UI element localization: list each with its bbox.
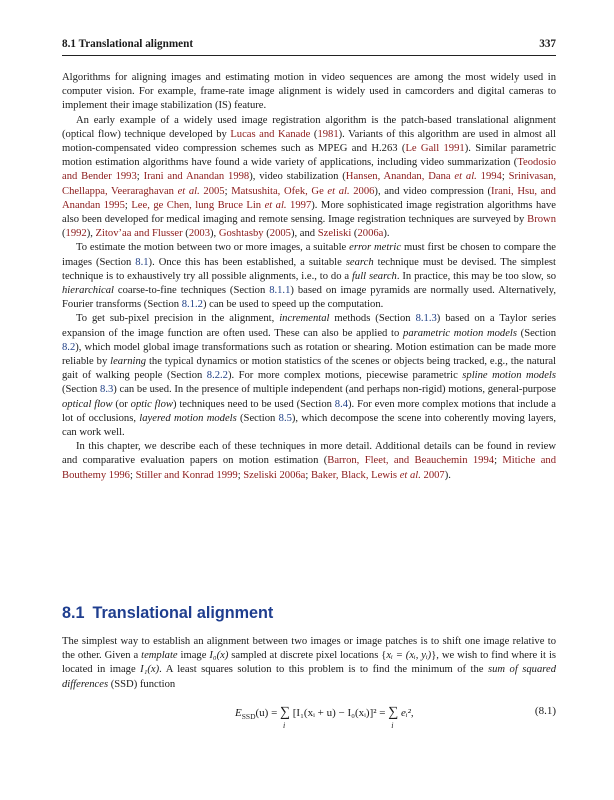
text-run: ( xyxy=(182,228,189,240)
text-run: ; xyxy=(136,171,144,183)
text-run: An early example of a widely used image registration algorithm is the patch-based translational alignment (optical flow) technique developed by xyxy=(62,114,556,140)
citation-link[interactable]: Irani, Hsu, and Anandan 1995 xyxy=(62,185,556,211)
citation-link[interactable]: 2003 xyxy=(188,228,211,240)
text-run: ; xyxy=(237,469,244,481)
text-run: sampled at discrete pixel locations { xyxy=(228,650,387,662)
text-run: }, we wish to find where it is located in image xyxy=(62,650,557,676)
text-run: ). Once this has been established, a suitable xyxy=(148,256,346,268)
text-run: ; xyxy=(124,199,132,211)
text-run: ; xyxy=(501,171,509,183)
citation-link[interactable]: et al. xyxy=(327,185,350,197)
emphasis-text: layered motion models xyxy=(139,412,237,424)
citation-link[interactable]: Teodosio and Bender 1993 xyxy=(62,157,556,183)
citation-link[interactable]: 1992 xyxy=(65,228,87,240)
citation-link[interactable]: Stiller and Konrad 1999 xyxy=(135,469,238,481)
text-run: (Section xyxy=(236,412,279,424)
sum-index-1: i xyxy=(283,721,286,730)
body-paragraph xyxy=(62,241,556,312)
text-run: technique must be devised. The simplest technique is to exhaustively try all possible alignments, i.e., to do a xyxy=(62,256,557,282)
text-run: The simplest way to establish an alignment between two images or image patches is to shift one image relative to the other. Given a xyxy=(62,636,556,662)
eq-middle: [I₁(xᵢ + u) − I₀(xᵢ)]² = xyxy=(292,707,386,719)
text-run: ). More sophisticated image registration algorithms have also been developed for medical imaging and remote sensing. Image registration techniques are surveyed by xyxy=(62,199,556,226)
emphasis-text: parametric motion models xyxy=(403,327,517,339)
text-run: ), and video compression ( xyxy=(374,185,492,197)
text-run: In this chapter, we describe each of these techniques in more detail. Additional details can be found in review and comparative evaluation papers on motion estimation ( xyxy=(62,441,556,467)
citation-link[interactable]: Lee, ge Chen, lung Bruce Lin xyxy=(131,199,265,211)
text-run: ), which decompose the scene into coherently moving layers, can work well. xyxy=(62,412,557,439)
text-run: ), which model global image transformations such as rotation or shearing. Motion estimation can be made more reliable by xyxy=(62,341,556,368)
emphasis-text: xᵢ = (xᵢ, yᵢ) xyxy=(386,650,432,662)
text-run: image xyxy=(177,650,210,662)
text-run: ). For even more complex motions that include a lot of occlusions, xyxy=(62,398,556,424)
text-run: ; xyxy=(224,185,232,197)
section-ref-link[interactable]: 8.1.2 xyxy=(181,299,203,311)
citation-link[interactable]: 2006 xyxy=(349,185,375,197)
running-header-section: 8.1 Translational alignment xyxy=(62,38,194,50)
intro-body xyxy=(62,71,556,483)
text-run: ) based on a Taylor series expansion of the image function are often used. These can also be applied to xyxy=(62,313,556,339)
equation-8-1 xyxy=(62,705,556,735)
text-run: ). Similar parametric motion estimation algorithms have found a wide variety of applications, including video summarization ( xyxy=(62,143,556,169)
text-run: ). For more complex motions, piecewise parametric xyxy=(227,370,463,382)
citation-link[interactable]: Lucas and Kanade xyxy=(230,128,311,140)
section-ref-link[interactable]: 8.3 xyxy=(100,384,114,396)
text-run: ( xyxy=(351,228,358,240)
sum-index-2: i xyxy=(391,721,394,730)
emphasis-text: I₀(x) xyxy=(209,650,229,662)
header-rule xyxy=(62,55,556,56)
text-run: methods (Section xyxy=(329,313,416,325)
emphasis-text: I₁(x) xyxy=(140,664,160,676)
emphasis-text: error metric xyxy=(349,242,402,254)
section-ref-link[interactable]: 8.4 xyxy=(334,398,349,410)
text-run: ). xyxy=(444,469,451,481)
text-run: ), xyxy=(210,228,219,240)
eq-lhs: E xyxy=(235,707,242,719)
text-run: To estimate the motion between two or more images, a suitable xyxy=(76,242,350,254)
citation-link[interactable]: Szeliski 2006a xyxy=(243,469,306,481)
text-run: . A least squares solution to this problem is to find the minimum of the xyxy=(159,664,488,676)
citation-link[interactable]: Goshtasby xyxy=(218,228,264,240)
citation-link[interactable]: Barron, Fleet, and Beauchemin 1994 xyxy=(327,455,495,467)
emphasis-text: template xyxy=(141,650,178,662)
body-paragraph xyxy=(62,114,556,242)
text-run: ) techniques need to be used (Section xyxy=(172,398,335,410)
text-run: (or xyxy=(112,398,131,410)
text-run: (Section xyxy=(62,384,101,396)
citation-link[interactable]: Srinivasan, Chellappa, Veeraraghavan xyxy=(62,171,557,197)
text-run: ) can be used to speed up the computation. xyxy=(202,299,384,311)
citation-link[interactable]: 2006a xyxy=(357,228,384,240)
running-header xyxy=(62,38,556,54)
citation-link[interactable]: Hansen, Anandan, Dana xyxy=(345,171,455,183)
eq-rhs: eᵢ², xyxy=(400,707,414,719)
emphasis-text: optical flow xyxy=(62,398,113,410)
emphasis-text: incremental xyxy=(279,313,330,325)
citation-link[interactable]: Le Gall 1991 xyxy=(405,143,465,155)
citation-link[interactable]: et al. xyxy=(177,185,200,197)
section-ref-link[interactable]: 8.1.3 xyxy=(415,313,437,325)
citation-link[interactable]: Baker, Black, Lewis xyxy=(310,469,400,481)
text-run: ) based on image pyramids are normally used. Alternatively, Fourier transforms (Section xyxy=(62,285,556,311)
emphasis-text: sum of squared differences xyxy=(62,664,557,690)
citation-link[interactable]: Mitiche and Bouthemy 1996 xyxy=(62,455,556,481)
equation-number: (8.1) xyxy=(534,705,556,717)
citation-link[interactable]: 1997 xyxy=(286,199,312,211)
section-title-text: Translational alignment xyxy=(92,604,274,622)
section-ref-link[interactable]: 8.1.1 xyxy=(269,285,291,297)
emphasis-text: hierarchical xyxy=(62,285,114,297)
emphasis-text: search xyxy=(345,256,374,268)
equation-body xyxy=(235,705,414,730)
citation-link[interactable]: Irani and Anandan 1998 xyxy=(143,171,250,183)
section-number: 8.1 xyxy=(62,604,85,622)
page-number: 337 xyxy=(539,38,556,50)
citation-link[interactable]: Szeliski xyxy=(317,228,352,240)
citation-link[interactable]: 1981 xyxy=(317,128,339,140)
text-run: ( xyxy=(310,128,318,140)
emphasis-text: optic flow xyxy=(130,398,173,410)
text-run: ), video stabilization ( xyxy=(249,171,346,183)
citation-link[interactable]: 1994 xyxy=(476,171,502,183)
text-run: must first be chosen to compare the images (Section xyxy=(62,242,556,268)
sum-symbol-2: ∑ i xyxy=(388,705,399,730)
emphasis-text: full search xyxy=(351,270,397,282)
text-run: ; xyxy=(494,455,503,467)
section-ref-link[interactable]: 8.5 xyxy=(278,412,292,424)
text-run: ). xyxy=(383,228,390,240)
text-run: ; xyxy=(305,469,311,481)
eq-lhs-arg: (u) = xyxy=(255,707,278,719)
emphasis-text: spline motion models xyxy=(462,370,556,382)
text-run: coarse-to-fine techniques (Section xyxy=(113,285,270,297)
body-paragraph xyxy=(62,312,556,440)
section-paragraph xyxy=(62,635,556,692)
citation-link[interactable]: et al. xyxy=(264,199,287,211)
citation-link[interactable]: et al. xyxy=(454,171,477,183)
text-run: ; xyxy=(129,469,136,481)
citation-link[interactable]: 2007 xyxy=(420,469,445,481)
section-body xyxy=(62,635,556,692)
citation-link[interactable]: 2005 xyxy=(269,228,291,240)
body-paragraph xyxy=(62,440,556,483)
text-run: ), xyxy=(86,228,96,240)
section-ref-link[interactable]: 8.2 xyxy=(62,341,76,353)
text-run: (Section xyxy=(516,327,556,339)
text-run: Algorithms for aligning images and estimating motion in video sequences are among the most widely used in computer vision. For example, frame-rate image alignment is widely used in camcorders and digital cameras to implement their image stabilization (IS) feature. xyxy=(62,72,556,112)
section-ref-link[interactable]: 8.1 xyxy=(135,256,149,268)
text-run: . In practice, this may be too slow, so xyxy=(396,270,556,282)
text-run: ( xyxy=(263,228,270,240)
text-run: To get sub-pixel precision in the alignment, xyxy=(76,313,280,325)
sum-symbol-1: ∑ i xyxy=(280,705,291,730)
text-run: ( xyxy=(62,228,66,240)
text-run: ) can be used. In the presence of multiple independent (and perhaps non-rigid) motions, general-purpose xyxy=(113,384,556,396)
citation-link[interactable]: Brown xyxy=(527,214,556,226)
citation-link[interactable]: Zitov’aa and Flusser xyxy=(95,228,183,240)
citation-link[interactable]: et al. xyxy=(399,469,421,481)
text-run: ). Variants of this algorithm are used in almost all motion-compensated video compression schemes such as MPEG and H.263 ( xyxy=(62,128,556,155)
text-run: the typical dynamics or motion statistics of the scenes or objects being tracked, e.g., the natural gait of walking people (Section xyxy=(62,356,556,382)
section-ref-link[interactable]: 8.2.2 xyxy=(206,370,228,382)
text-run: (SSD) function xyxy=(108,678,176,690)
text-run: ), and xyxy=(290,228,318,240)
emphasis-text: learning xyxy=(110,356,147,368)
citation-link[interactable]: 2005 xyxy=(199,185,225,197)
body-paragraph xyxy=(62,71,556,114)
citation-link[interactable]: Matsushita, Ofek, Ge xyxy=(231,185,328,197)
eq-lhs-sub: SSD xyxy=(241,712,256,722)
section-heading xyxy=(62,604,556,623)
